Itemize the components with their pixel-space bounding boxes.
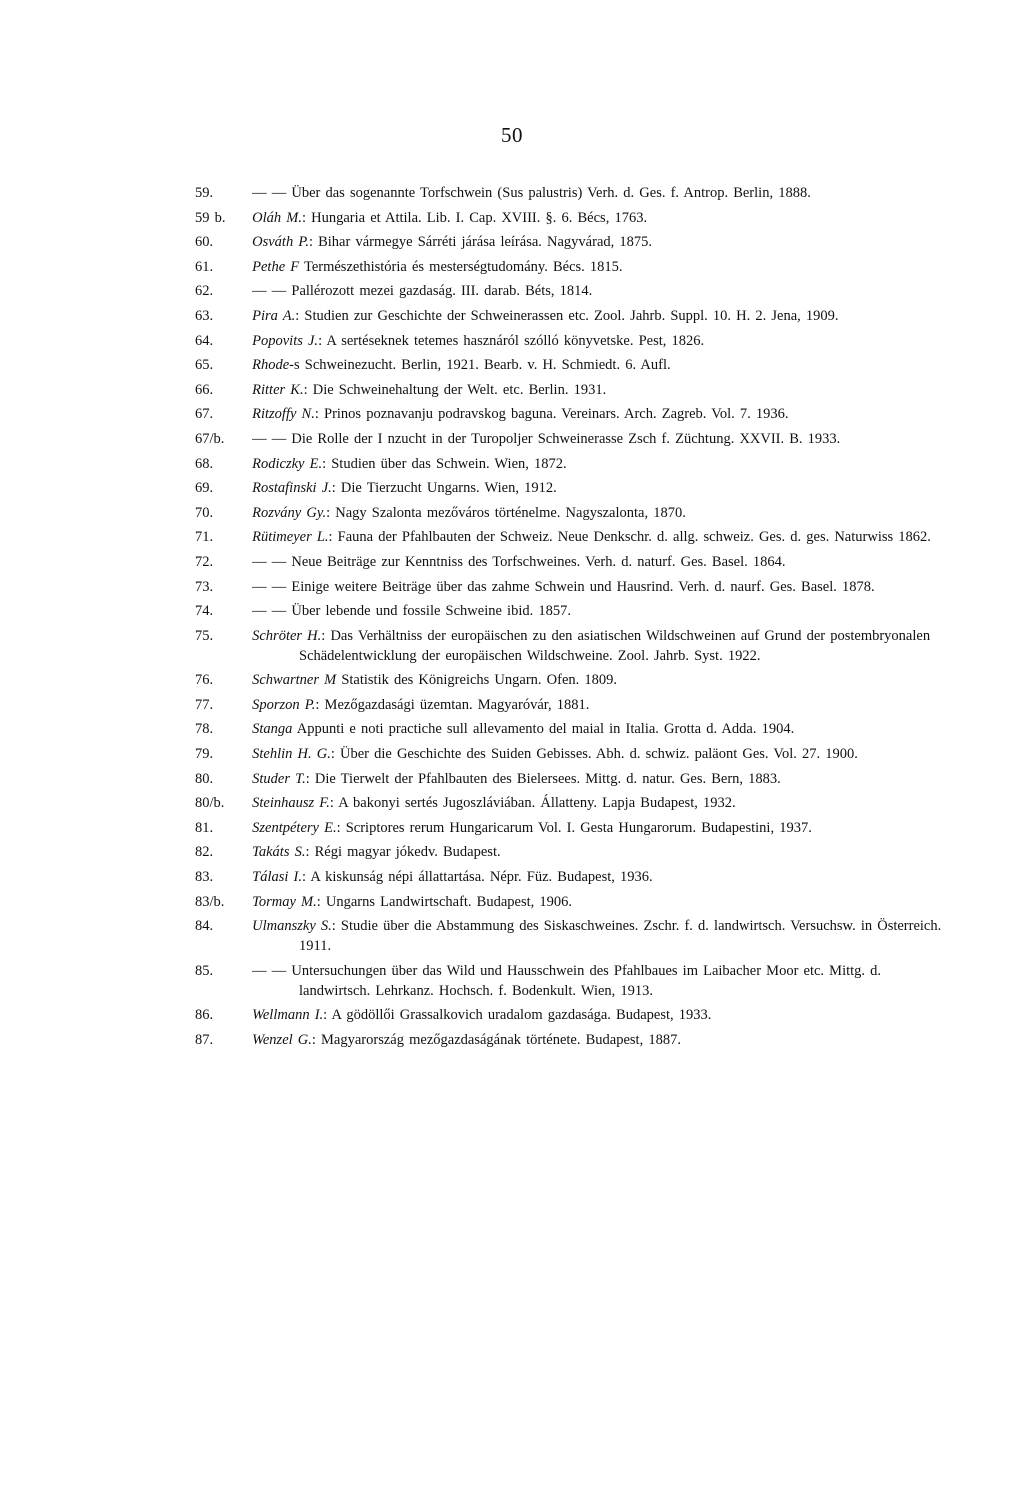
reference-author: Oláh M.	[252, 209, 302, 226]
reference-entry: 87. Wenzel G.: Magyarország mezőgazdaságának története. Budapest, 1887.	[195, 1032, 681, 1048]
reference-author: Rütimeyer L.	[252, 529, 329, 546]
reference-text: — — Über das sogenannte Torfschwein (Sus palustris) Verh. d. Ges. f. Antrop. Berlin, 1888.	[252, 185, 811, 201]
reference-text: — — Die Rolle der I nzucht in der Turopoljer Schweinerasse Zsch f. Züchtung. XXVII. B. 1933.	[252, 430, 841, 447]
reference-text: : Magyarország mezőgazdaságának története. Budapest, 1887.	[311, 1032, 681, 1048]
reference-entry: 63. Pira A.: Studien zur Geschichte der Schweinerassen etc. Zool. Jahrb. Suppl. 10. H. 2. Jena, 1909.	[195, 307, 839, 324]
reference-author: Rodiczky E.	[252, 455, 323, 472]
reference-entry: 80. Studer T.: Die Tierwelt der Pfahlbauten des Bielersees. Mittg. d. natur. Ges. Bern, 1883.	[195, 770, 781, 787]
reference-author: Stanga	[252, 721, 293, 738]
reference-entry: 59. — — Über das sogenannte Torfschwein (Sus palustris) Verh. d. Ges. f. Antrop. Berlin, 1888.	[195, 185, 811, 201]
reference-entry: 62. — — Pallérozott mezei gazdaság. III. darab. Béts, 1814.	[195, 283, 593, 300]
reference-author: Stehlin H. G.	[252, 746, 331, 763]
reference-text: — — Untersuchungen über das Wild und Hausschwein des Pfahlbaues im Laibacher Moor etc. Mittg. d. landwirtsch. Lehrkanz. Hochsch. f. Bodenkult. Wien, 1913.	[252, 962, 882, 999]
reference-author: Rozvány Gy.	[252, 504, 327, 521]
reference-text: : A kiskunság népi állattartása. Népr. Füz. Budapest, 1936.	[301, 869, 653, 886]
reference-entry: 81. Szentpétery E.: Scriptores rerum Hungaricarum Vol. I. Gesta Hungarorum. Budapestini, 1937.	[195, 819, 812, 836]
reference-text: : Fauna der Pfahlbauten der Schweiz. Neue Denkschr. d. allg. schweiz. Ges. d. ges. Naturwiss 1862.	[328, 529, 931, 546]
reference-author: Rostafinski J.	[252, 480, 332, 497]
reference-text: : Die Schweinehaltung der Welt. etc. Berlin. 1931.	[303, 381, 607, 398]
reference-text: : Scriptores rerum Hungaricarum Vol. I. Gesta Hungarorum. Budapestini, 1937.	[336, 819, 812, 836]
reference-text: : Das Verhältniss der europäischen zu den asiatischen Wildschweinen auf Grund der postembryonalen Schädelentwicklung der europäischen Wildschweine. Zool. Jahrb. Syst. 1922.	[299, 627, 931, 664]
reference-entry: 61. Pethe F Természethistória és mesterségtudomány. Bécs. 1815.	[195, 258, 623, 275]
reference-entry: 74. — — Über lebende und fossile Schweine ibid. 1857.	[195, 603, 571, 620]
reference-entry: 64. Popovits J.: A sertéseknek tetemes hasznáról szólló könyvetske. Pest, 1826.	[195, 332, 705, 349]
reference-entry: 71. Rütimeyer L.: Fauna der Pfahlbauten der Schweiz. Neue Denkschr. d. allg. schweiz. Ges. d. ges. Naturwiss 1862.	[195, 529, 931, 546]
reference-text: — — Über lebende und fossile Schweine ibid. 1857.	[252, 603, 571, 620]
reference-author: Ulmanszky S.	[252, 918, 332, 935]
reference-author: Ritter K.	[252, 381, 304, 398]
reference-text: Természethistória és mesterségtudomány. Bécs. 1815.	[299, 258, 623, 275]
reference-entry: 86. Wellmann I.: A gödöllői Grassalkovich uradalom gazdasága. Budapest, 1933.	[195, 1007, 712, 1024]
reference-entry: 77. Sporzon P.: Mezőgazdasági üzemtan. Magyaróvár, 1881.	[195, 696, 590, 713]
reference-author: Schröter H.	[252, 627, 322, 644]
reference-text: : Studien zur Geschichte der Schweinerassen etc. Zool. Jahrb. Suppl. 10. H. 2. Jena, 1909.	[295, 307, 839, 324]
reference-text: : Über die Geschichte des Suiden Gebisses. Abh. d. schwiz. paläont Ges. Vol. 27. 1900.	[330, 746, 858, 763]
reference-text: : Bihar vármegye Sárréti járása leírása. Nagyvárad, 1875.	[308, 234, 653, 251]
reference-entry: 68. Rodiczky E.: Studien über das Schwein. Wien, 1872.	[195, 455, 567, 472]
reference-author: Sporzon P.	[252, 696, 316, 713]
reference-text: : Die Tierzucht Ungarns. Wien, 1912.	[331, 480, 557, 497]
reference-entry: 67/b. — — Die Rolle der I nzucht in der Turopoljer Schweinerasse Zsch f. Züchtung. XXVII. B. 1933.	[195, 430, 841, 447]
reference-text: : Hungaria et Attila. Lib. I. Cap. XVIII. §. 6. Bécs, 1763.	[301, 209, 648, 226]
reference-text: : Ungarns Landwirtschaft. Budapest, 1906.	[316, 893, 573, 910]
reference-author: Studer T.	[252, 770, 306, 787]
reference-entry: 80/b. Steinhausz F.: A bakonyi sertés Jugoszláviában. Állatteny. Lapja Budapest, 1932.	[195, 795, 736, 812]
reference-entry: 72. — — Neue Beiträge zur Kenntniss des Torfschweines. Verh. d. naturf. Ges. Basel. 1864.	[195, 553, 786, 570]
reference-entry: 84. Ulmanszky S.: Studie über die Abstammung des Siskaschweines. Zschr. f. d. landwirtsch. Versuchsw. in Österreich. 1911.	[195, 918, 942, 955]
reference-text: — — Pallérozott mezei gazdaság. III. darab. Béts, 1814.	[252, 283, 593, 300]
reference-text: Statistik des Königreichs Ungarn. Ofen. 1809.	[336, 672, 618, 689]
reference-text: : A sertéseknek tetemes hasznáról szólló könyvetske. Pest, 1826.	[318, 332, 705, 349]
reference-entry: 65. Rhode-s Schweinezucht. Berlin, 1921. Bearb. v. H. Schmiedt. 6. Aufl.	[195, 357, 671, 374]
reference-author: Osváth P.	[252, 234, 309, 251]
reference-entry: 85. — — Untersuchungen über das Wild und Hausschwein des Pfahlbaues im Laibacher Moor etc. Mittg. d. landwirtsch. Lehrkanz. Hochsch. f. Bodenkult. Wien, 1913.	[195, 962, 882, 999]
reference-entry: 70. Rozvány Gy.: Nagy Szalonta mezőváros történelme. Nagyszalonta, 1870.	[195, 504, 686, 521]
reference-entry: 78. Stanga Appunti e noti practiche sull allevamento del maial in Italia. Grotta d. Adda. 1904.	[195, 721, 795, 738]
reference-author: Szentpétery E.	[252, 819, 337, 836]
reference-text: : Prinos poznavanju podravskog baguna. Vereinars. Arch. Zagreb. Vol. 7. 1936.	[314, 406, 789, 423]
reference-entry: 79. Stehlin H. G.: Über die Geschichte des Suiden Gebisses. Abh. d. schwiz. paläont Ges. Vol. 27. 1900.	[195, 746, 858, 763]
reference-entry: 59 b. Oláh M.: Hungaria et Attila. Lib. I. Cap. XVIII. §. 6. Bécs, 1763.	[195, 209, 648, 226]
reference-text: : A bakonyi sertés Jugoszláviában. Állatteny. Lapja Budapest, 1932.	[329, 795, 736, 812]
reference-entry: 83/b. Tormay M.: Ungarns Landwirtschaft. Budapest, 1906.	[195, 893, 573, 910]
reference-author: Wellmann I.	[252, 1007, 324, 1024]
reference-text: : Mezőgazdasági üzemtan. Magyaróvár, 1881.	[315, 696, 590, 713]
reference-entry: 69. Rostafinski J.: Die Tierzucht Ungarns. Wien, 1912.	[195, 480, 557, 497]
reference-entry: 75. Schröter H.: Das Verhältniss der europäischen zu den asiatischen Wildschweinen auf Grund der postembryonalen Schädelentwicklung der europäischen Wildschweine. Zool. Jahrb. Syst. 1922.	[195, 627, 931, 664]
reference-text: : Die Tierwelt der Pfahlbauten des Bielersees. Mittg. d. natur. Ges. Bern, 1883.	[305, 770, 781, 787]
reference-author: Ritzoffy N.	[252, 406, 315, 423]
reference-list	[195, 183, 947, 1055]
page-number: 50	[501, 123, 523, 147]
reference-author: Tormay M.	[252, 893, 317, 910]
reference-text: — — Neue Beiträge zur Kenntniss des Torfschweines. Verh. d. naturf. Ges. Basel. 1864.	[252, 553, 786, 570]
reference-author: Popovits J.	[252, 332, 319, 349]
reference-entry: 83. Tálasi I.: A kiskunság népi állattartása. Népr. Füz. Budapest, 1936.	[195, 869, 653, 886]
reference-entry: 60. Osváth P.: Bihar vármegye Sárréti járása leírása. Nagyvárad, 1875.	[195, 234, 653, 251]
reference-author: Tálasi I.	[252, 869, 302, 886]
reference-entry: 67. Ritzoffy N.: Prinos poznavanju podravskog baguna. Vereinars. Arch. Zagreb. Vol. 7. 1936.	[195, 406, 789, 423]
reference-text: : Nagy Szalonta mezőváros történelme. Nagyszalonta, 1870.	[326, 504, 686, 521]
reference-author: Rhode	[252, 357, 290, 374]
reference-author: Schwartner M	[252, 672, 337, 689]
reference-author: Pira A.	[252, 307, 296, 324]
reference-entry: 66. Ritter K.: Die Schweinehaltung der Welt. etc. Berlin. 1931.	[195, 381, 607, 398]
reference-text: -s Schweinezucht. Berlin, 1921. Bearb. v. H. Schmiedt. 6. Aufl.	[289, 357, 671, 374]
reference-author: Takáts S.	[252, 844, 306, 861]
reference-entry: 76. Schwartner M Statistik des Königreichs Ungarn. Ofen. 1809.	[195, 672, 618, 689]
reference-text: : Régi magyar jókedv. Budapest.	[305, 844, 501, 861]
reference-text: — — Einige weitere Beiträge über das zahme Schwein und Hausrind. Verh. d. naurf. Ges. Basel. 1878.	[252, 578, 875, 595]
reference-entry: 73. — — Einige weitere Beiträge über das zahme Schwein und Hausrind. Verh. d. naurf. Ges. Basel. 1878.	[195, 578, 875, 595]
reference-author: Pethe F	[252, 258, 300, 275]
reference-entry: 82. Takáts S.: Régi magyar jókedv. Budapest.	[195, 844, 501, 861]
reference-author: Wenzel G.	[252, 1032, 312, 1048]
reference-text: : Studie über die Abstammung des Siskaschweines. Zschr. f. d. landwirtsch. Versuchsw. in Österreich. 1911.	[299, 918, 942, 955]
reference-text: : Studien über das Schwein. Wien, 1872.	[322, 455, 567, 472]
reference-text: : A gödöllői Grassalkovich uradalom gazdasága. Budapest, 1933.	[323, 1007, 712, 1024]
reference-text: Appunti e noti practiche sull allevamento del maial in Italia. Grotta d. Adda. 1904.	[292, 721, 795, 738]
reference-author: Steinhausz F.	[252, 795, 330, 812]
